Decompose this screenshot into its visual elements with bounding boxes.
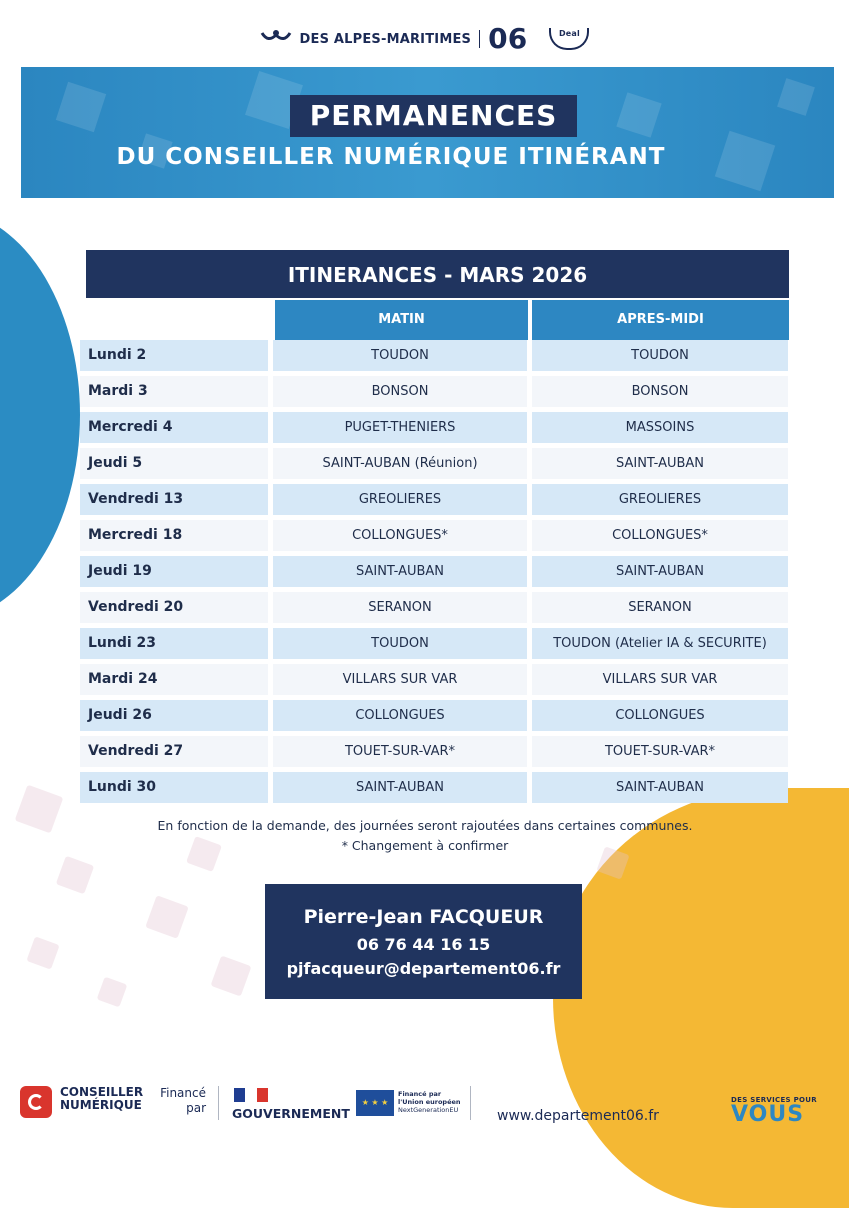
table-row (80, 340, 788, 372)
conseiller-numerique-label (60, 1086, 143, 1112)
morning-cell: VILLARS SUR VAR (273, 664, 527, 695)
department-name: DES ALPES-MARITIMES (299, 31, 472, 47)
gouvernement-label: GOUVERNEMENT (232, 1106, 350, 1121)
notes (100, 816, 750, 856)
table-row (80, 664, 788, 696)
column-header-morning: MATIN (275, 300, 528, 340)
french-flag-icon (234, 1088, 268, 1102)
afternoon-cell: COLLONGUES* (532, 520, 788, 551)
day-cell: Mardi 24 (80, 664, 268, 695)
day-cell: Lundi 23 (80, 628, 268, 659)
contact-box (265, 884, 582, 999)
table-row (80, 772, 788, 804)
morning-cell: BONSON (273, 376, 527, 407)
morning-cell: SAINT-AUBAN (273, 772, 527, 803)
decorative-square (56, 856, 94, 894)
decorative-square (15, 785, 64, 834)
day-cell: Jeudi 5 (80, 448, 268, 479)
afternoon-cell: VILLARS SUR VAR (532, 664, 788, 695)
services-label: DES SERVICES POUR (731, 1096, 817, 1104)
table-row (80, 592, 788, 624)
conseiller-numerique-logo-icon (20, 1086, 52, 1118)
morning-cell: TOUDON (273, 628, 527, 659)
top-header (0, 22, 849, 58)
morning-cell: SERANON (273, 592, 527, 623)
afternoon-cell: SERANON (532, 592, 788, 623)
table-row (80, 628, 788, 660)
table-row (80, 376, 788, 408)
afternoon-cell: TOUET-SUR-VAR* (532, 736, 788, 767)
afternoon-cell: TOUDON (Atelier IA & SECURITE) (532, 628, 788, 659)
afternoon-cell: SAINT-AUBAN (532, 772, 788, 803)
decorative-square (145, 895, 189, 939)
day-cell: Mardi 3 (80, 376, 268, 407)
eu-line1: Financé par (398, 1090, 442, 1098)
day-cell: Mercredi 4 (80, 412, 268, 443)
day-cell: Lundi 30 (80, 772, 268, 803)
website-link[interactable]: www.departement06.fr (497, 1108, 659, 1124)
day-cell: Vendredi 13 (80, 484, 268, 515)
morning-cell: COLLONGUES (273, 700, 527, 731)
afternoon-cell: SAINT-AUBAN (532, 448, 788, 479)
column-header-afternoon: APRES-MIDI (532, 300, 789, 340)
day-cell: Vendredi 27 (80, 736, 268, 767)
table-row (80, 556, 788, 588)
day-cell: Jeudi 19 (80, 556, 268, 587)
decorative-square (210, 955, 251, 996)
afternoon-cell: TOUDON (532, 340, 788, 371)
cn-line2: NUMÉRIQUE (60, 1098, 142, 1112)
afternoon-cell: MASSOINS (532, 412, 788, 443)
department-emblem-icon (260, 29, 292, 49)
page-subtitle: DU CONSEILLER NUMÉRIQUE ITINÉRANT (116, 144, 666, 170)
table-row (80, 412, 788, 444)
decorative-blue-arc (0, 210, 80, 620)
footer-divider (218, 1086, 219, 1120)
page-title: PERMANENCES (290, 95, 577, 137)
morning-cell: TOUET-SUR-VAR* (273, 736, 527, 767)
table-row (80, 736, 788, 768)
eu-line3: NextGenerationEU (398, 1106, 459, 1114)
eu-funding-label (398, 1090, 461, 1114)
decorative-square (26, 936, 59, 969)
afternoon-cell: BONSON (532, 376, 788, 407)
afternoon-cell: GREOLIERES (532, 484, 788, 515)
table-row (80, 448, 788, 480)
day-cell: Jeudi 26 (80, 700, 268, 731)
decorative-square (97, 977, 128, 1008)
morning-cell: SAINT-AUBAN (Réunion) (273, 448, 527, 479)
financed-by-label (160, 1086, 206, 1116)
table-title: ITINERANCES - MARS 2026 (86, 250, 789, 298)
afternoon-cell: COLLONGUES (532, 700, 788, 731)
note-asterisk: * Changement à confirmer (341, 838, 509, 853)
afternoon-cell: SAINT-AUBAN (532, 556, 788, 587)
contact-phone[interactable]: 06 76 44 16 15 (356, 935, 491, 954)
table-row (80, 484, 788, 516)
vous-logo: VOUS (731, 1104, 805, 1122)
eu-flag-icon: ★ ★ ★ (356, 1090, 394, 1116)
footer-divider (470, 1086, 471, 1120)
morning-cell: COLLONGUES* (273, 520, 527, 551)
day-cell: Vendredi 20 (80, 592, 268, 623)
contact-email[interactable]: pjfacqueur@departement06.fr (286, 959, 561, 978)
table-row (80, 520, 788, 552)
morning-cell: TOUDON (273, 340, 527, 371)
morning-cell: GREOLIERES (273, 484, 527, 515)
contact-name: Pierre-Jean FACQUEUR (303, 906, 544, 928)
morning-cell: PUGET-THENIERS (273, 412, 527, 443)
day-cell: Lundi 2 (80, 340, 268, 371)
day-cell: Mercredi 18 (80, 520, 268, 551)
footer-logos (0, 1078, 849, 1138)
eu-line2: l'Union européen (398, 1098, 461, 1106)
department-number: 06 (488, 22, 528, 55)
morning-cell: SAINT-AUBAN (273, 556, 527, 587)
deal-logo: Deal (549, 28, 589, 50)
financed-line2: par (186, 1101, 206, 1115)
table-row (80, 700, 788, 732)
financed-line1: Financé (160, 1086, 206, 1100)
header-divider (479, 30, 480, 48)
cn-line1: CONSEILLER (60, 1085, 144, 1099)
note-extra-days: En fonction de la demande, des journées seront rajoutées dans certaines communes. (157, 818, 693, 833)
